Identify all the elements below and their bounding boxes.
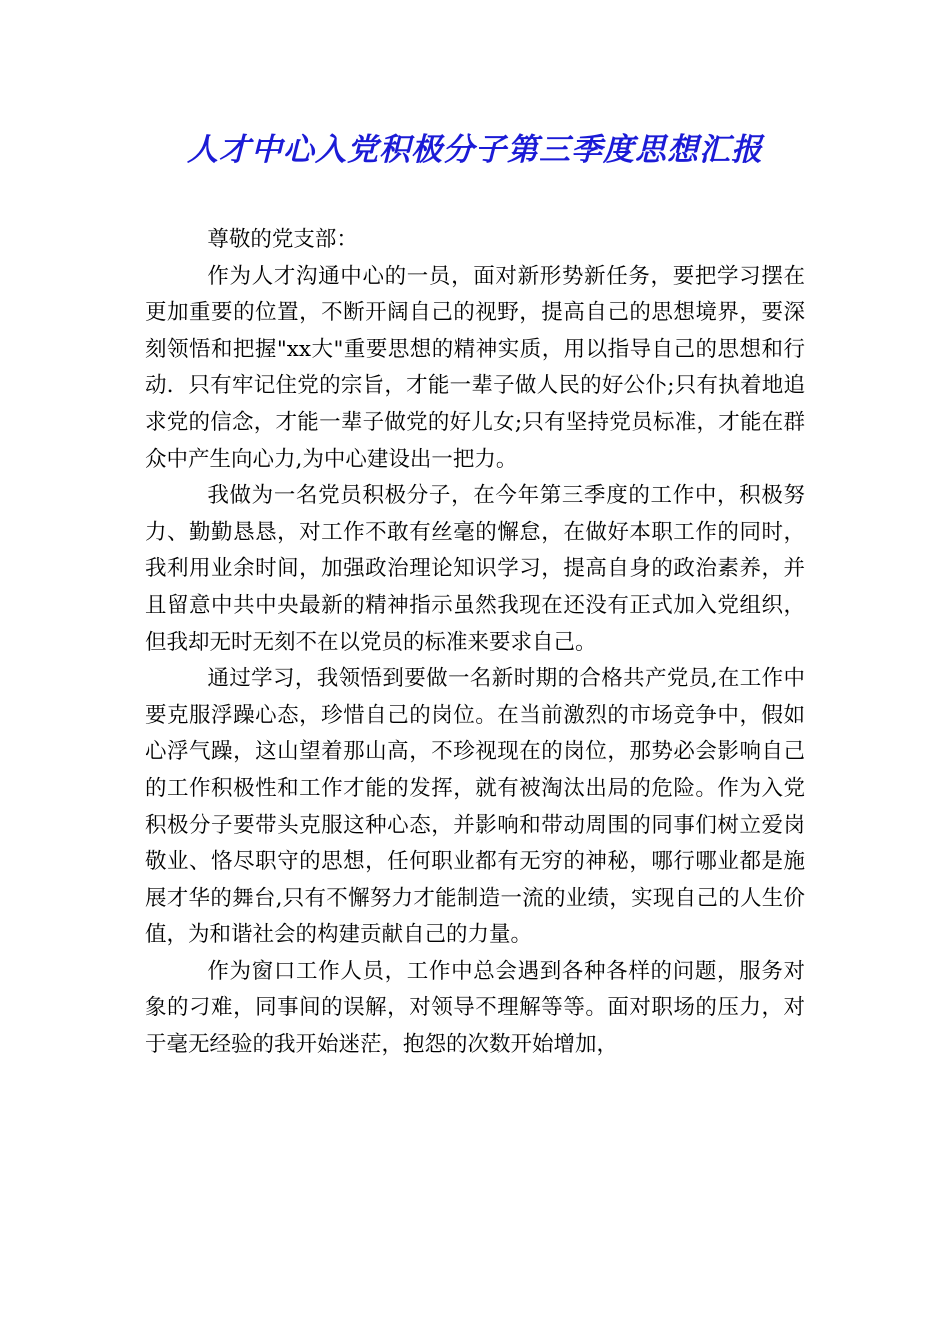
paragraph-3: 通过学习，我领悟到要做一名新时期的合格共产党员,在工作中要克服浮躁心态，珍惜自己的岗位。在当前激烈的市场竞争中，假如心浮气躁，这山望着那山高，不珍视现在的岗位，那势必会影响自己的工作积极性和工作才能的发挥，就有被淘汰出局的危险。作为入党积极分子要带头克服这种心态，并影响和带动周围的同事们树立爱岗敬业、恪尽职守的思想，任何职业都有无穷的神秘，哪行哪业都是施展才华的舞台,只有不懈努力才能制造一流的业绩，实现自己的人生价值，为和谐社会的构建贡献自己的力量。 (145, 666, 805, 948)
paragraph-1: 作为人才沟通中心的一员，面对新形势新任务，要把学习摆在更加重要的位置，不断开阔自己的视野，提高自己的思想境界，要深刻领悟和把握"xx大"重要思想的精神实质，用以指导自己的思想和行动．只有牢记住党的宗旨，才能一辈子做人民的好公仆;只有执着地追求党的信念，才能一辈子做党的好儿女;只有坚持党员标准，才能在群众中产生向心力,为中心建设出一把力。 (145, 263, 805, 472)
paragraph-2: 我做为一名党员积极分子，在今年第三季度的工作中，积极努力、勤勤恳恳，对工作不敢有丝毫的懈怠，在做好本职工作的同时，我利用业余时间，加强政治理论知识学习，提高自身的政治素养，并且留意中共中央最新的精神指示虽然我现在还没有正式加入党组织，但我却无时无刻不在以党员的标准来要求自己。 (145, 483, 805, 655)
paragraph-4: 作为窗口工作人员，工作中总会遇到各种各样的问题，服务对象的刁难，同事间的误解，对领导不理解等等。面对职场的压力，对于毫无经验的我开始迷茫，抱怨的次数开始增加， (145, 958, 805, 1058)
salutation: 尊敬的党支部： (207, 227, 358, 252)
document-body (145, 222, 805, 1064)
document-title: 人才中心入党积极分子第三季度思想汇报 (187, 132, 763, 168)
